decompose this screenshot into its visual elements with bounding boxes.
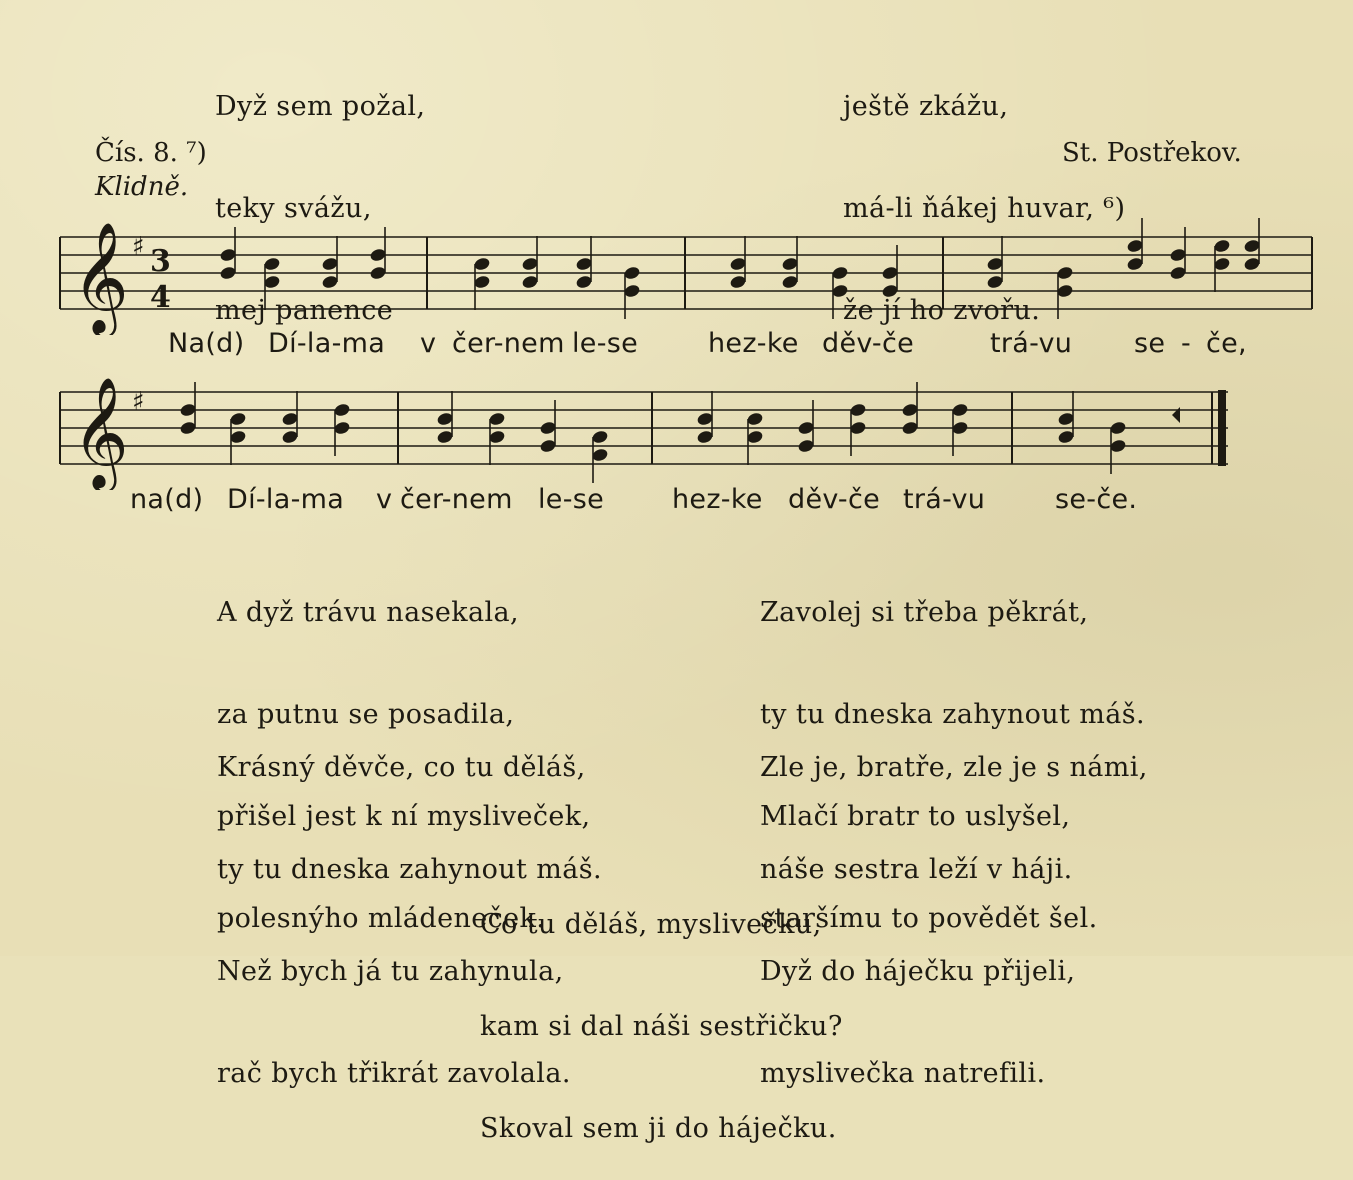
note-chord (1243, 218, 1261, 272)
note-chord (488, 411, 506, 465)
verse-line: Skoval sem ji do háječku. (480, 1113, 837, 1144)
verse-line: Mlačí bratr to uslyšel, (760, 801, 1071, 832)
note-chord (1056, 265, 1074, 319)
note-chord (696, 391, 714, 445)
verse-line: má-li ňákej huvar, ⁶) (843, 193, 1126, 224)
note-chord (831, 265, 849, 319)
final-barline (1218, 390, 1226, 466)
treble-clef-icon: 𝄞 (72, 376, 129, 488)
verse-line: A dyž trávu nasekala, (217, 597, 519, 628)
time-signature-top: 3 (150, 244, 171, 279)
verse-line: kam si dal náši sestřičku? (480, 1011, 843, 1042)
lyric-syllable: le-se (572, 328, 639, 359)
lyric-syllable: se (1134, 328, 1166, 359)
song-number: Čís. 8. ⁷) (95, 138, 207, 168)
note-chord (1057, 391, 1075, 445)
key-signature-sharp: ♯ (132, 387, 145, 417)
lyric-syllable: děv-če (822, 328, 915, 359)
lyric-syllable: če, (1206, 328, 1247, 359)
verse-line: Zle je, bratře, zle je s námi, (760, 752, 1148, 783)
verse-line: Dyž sem požal, (215, 91, 426, 122)
note-chord (797, 400, 815, 454)
verse-line: myslivečka natrefili. (760, 1058, 1046, 1089)
verse-line: ty tu dneska zahynout máš. (217, 854, 603, 885)
lyric-syllable: hez-ke (708, 328, 799, 359)
lyric-syllable: v (420, 328, 437, 359)
lyric-syllable: Na(d) (168, 328, 245, 359)
verse-line: Dyž do háječku přijeli, (760, 956, 1076, 987)
treble-clef-icon: 𝄞 (72, 221, 129, 333)
lyric-syllable: Dí-la-ma (268, 328, 386, 359)
verse-line: Než bych já tu zahynula, (217, 956, 564, 987)
note-chord (521, 236, 539, 290)
lyric-syllable: čer-nem (452, 328, 565, 359)
note-chord (986, 236, 1004, 290)
verse-line: polesnýho mládeneček. (217, 903, 546, 934)
note-chord (849, 402, 867, 456)
lyric-syllable: trá-vu (903, 484, 986, 515)
note-chord (901, 382, 919, 436)
verse-line: rač bych třikrát zavolala. (217, 1058, 571, 1089)
note-chord (746, 411, 764, 465)
lyric-syllable: se-če. (1055, 484, 1138, 515)
note-chord (1109, 420, 1127, 474)
verse-line: že jí ho zvořu. (843, 295, 1041, 326)
lyric-syllable: děv-če (788, 484, 881, 515)
note-chord (229, 411, 247, 465)
staff-lines (60, 392, 1228, 464)
lyric-syllable: na(d) (130, 484, 204, 515)
lyric-syllable: le-se (538, 484, 605, 515)
time-signature-bottom: 4 (150, 280, 171, 315)
place-name: St. Postřekov. (1062, 138, 1242, 168)
note-chord (881, 245, 899, 299)
verse-final (480, 840, 843, 1180)
music-staff-2 (0, 370, 1353, 490)
notes-measure-group (219, 218, 1261, 319)
verse-line: staršímu to povědět šel. (760, 903, 1098, 934)
note-chord (321, 236, 339, 290)
note-chord (179, 382, 197, 436)
verse-line: za putnu se posadila, (217, 699, 515, 730)
verse-line: přišel jest k ní mysliveček, (217, 801, 591, 832)
lyric-syllable: v (376, 484, 393, 515)
verse-line: Zavolej si třeba pěkrát, (760, 597, 1089, 628)
verse-line: teky svážu, (215, 193, 372, 224)
verse-line: ty tu dneska zahynout máš. (760, 699, 1146, 730)
note-chord (369, 227, 387, 281)
note-chord (951, 402, 969, 456)
note-chord (473, 256, 491, 310)
lyric-syllable: - (1181, 328, 1192, 359)
verse-line: Co tu děláš, myslivečku, (480, 909, 822, 940)
verse-line: náše sestra leží v háji. (760, 854, 1073, 885)
note-chord (1126, 218, 1144, 272)
note-chord (1213, 238, 1231, 292)
note-chord (281, 391, 299, 445)
note-chord (729, 236, 747, 290)
lyric-syllable: Dí-la-ma (227, 484, 345, 515)
key-signature-sharp: ♯ (132, 232, 145, 262)
verse-line: ještě zkážu, (843, 91, 1009, 122)
note-chord (575, 236, 593, 290)
note-chord (436, 391, 454, 445)
note-chord (1169, 227, 1187, 281)
music-staff-1 (0, 215, 1353, 335)
verse-line: mej panence (215, 295, 394, 326)
note-chord (219, 227, 237, 281)
note-chord (623, 265, 641, 319)
note-chord (333, 402, 351, 456)
note-chord (591, 429, 609, 483)
note-chord (263, 256, 281, 310)
tempo-marking: Klidně. (95, 172, 189, 202)
lyric-syllable: čer-nem (400, 484, 513, 515)
verse-line: Krásný děvče, co tu děláš, (217, 752, 586, 783)
lyric-syllable: hez-ke (672, 484, 763, 515)
note-chord (539, 400, 557, 454)
lyric-syllable: trá-vu (990, 328, 1073, 359)
note-chord (781, 236, 799, 290)
